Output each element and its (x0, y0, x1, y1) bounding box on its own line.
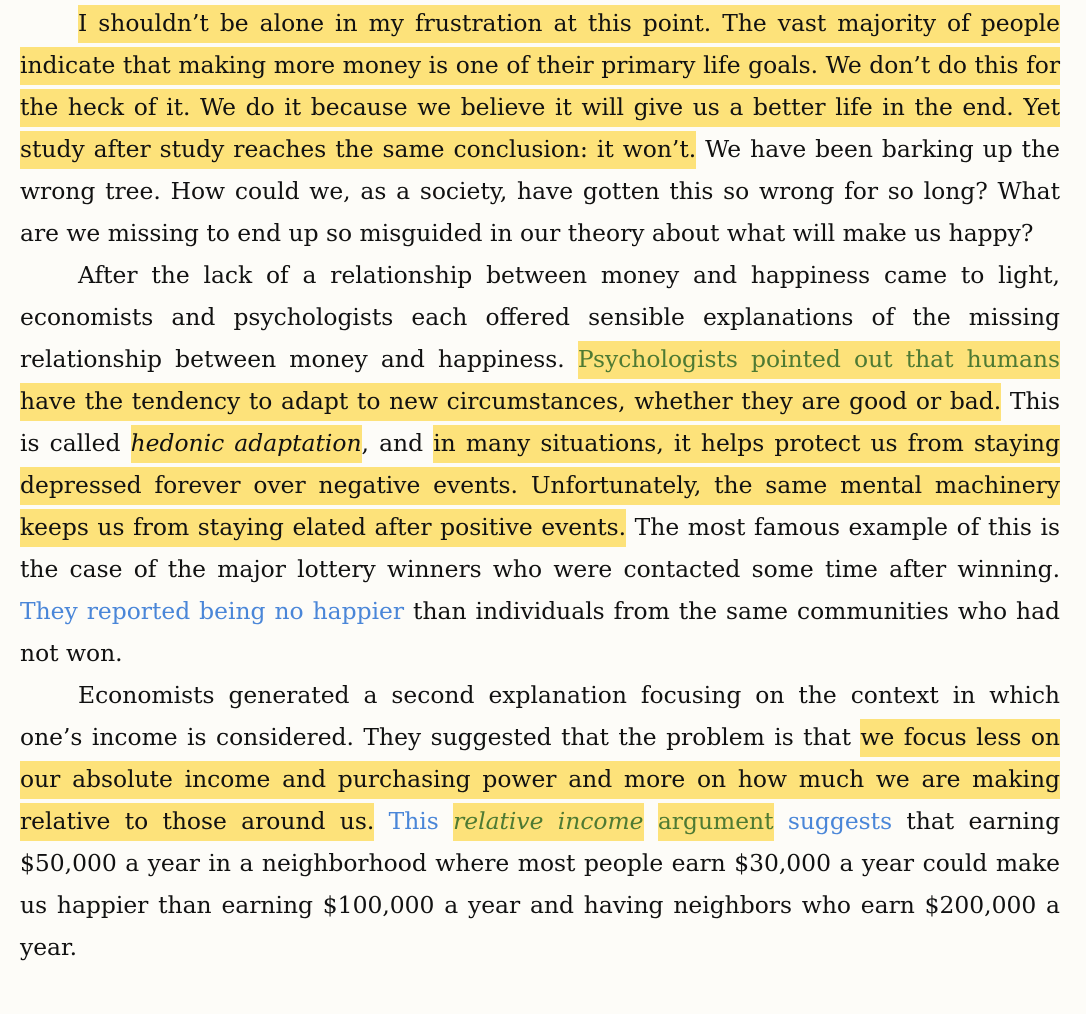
highlighted-text[interactable]: we focus less on our absolute income and purchasing power and more on how much we are making relative to those around us. (20, 719, 1060, 841)
body-text: Economists generated a second explanation focusing on the context in which one’s income is considered. They suggested that the problem is that (20, 681, 1060, 751)
body-text: than individuals from the same communities who had not won. (20, 597, 1060, 667)
body-text: This is called (20, 387, 1060, 457)
body-text: that earning $50,000 a year in a neighborhood where most people earn $30,000 a year could make us happier than earning $100,000 a year and having neighbors who earn $200,000 a year. (20, 807, 1061, 961)
body-text: After the lack of a relationship between money and happiness came to light, economists and psychologists each offered sensible explanations of the missing relationship between money and happiness. (20, 261, 1060, 373)
highlighted-text[interactable]: in many situations, it helps protect us from staying depressed forever over negative events. Unfortunately, the same mental machinery keeps us from staying elated after positive events. (20, 425, 1060, 547)
body-text (644, 807, 658, 835)
highlighted-note-text[interactable]: Psychologists pointed out that humans (578, 341, 1060, 379)
body-text (374, 807, 388, 835)
body-text (774, 807, 788, 835)
highlighted-text[interactable]: have the tendency to adapt to new circumstances, whether they are good or bad. (20, 383, 1001, 421)
paragraph (20, 254, 1060, 674)
document-page (20, 0, 1060, 968)
highlighted-term[interactable]: relative income (453, 803, 643, 841)
body-text (439, 807, 453, 835)
paragraph (20, 2, 1060, 254)
underlined-text[interactable]: They reported being no happier (20, 597, 405, 625)
body-text: We have been barking up the wrong tree. How could we, as a society, have gotten this so wrong for so long? What are we missing to end up so misguided in our theory about what will make us happy? (20, 135, 1060, 247)
body-text: , and (361, 429, 434, 457)
highlighted-text[interactable]: I shouldn’t be alone in my frustration at this point. The vast majority of people indicate that making more money is one of their primary life goals. We don’t do this for the heck of it. We do it because we believe it will give us a better life in the end. Yet study after study reaches the same conclusion: it won’t. (20, 5, 1060, 169)
highlighted-term[interactable]: hedonic adaptation (131, 425, 362, 463)
underlined-text[interactable]: suggests (787, 807, 893, 835)
paragraph (20, 674, 1060, 968)
underlined-text[interactable]: This (388, 807, 439, 835)
body-text: The most famous example of this is the case of the major lottery winners who were contacted some time after winning. (20, 513, 1060, 583)
highlighted-note-text[interactable]: argument (658, 803, 774, 841)
